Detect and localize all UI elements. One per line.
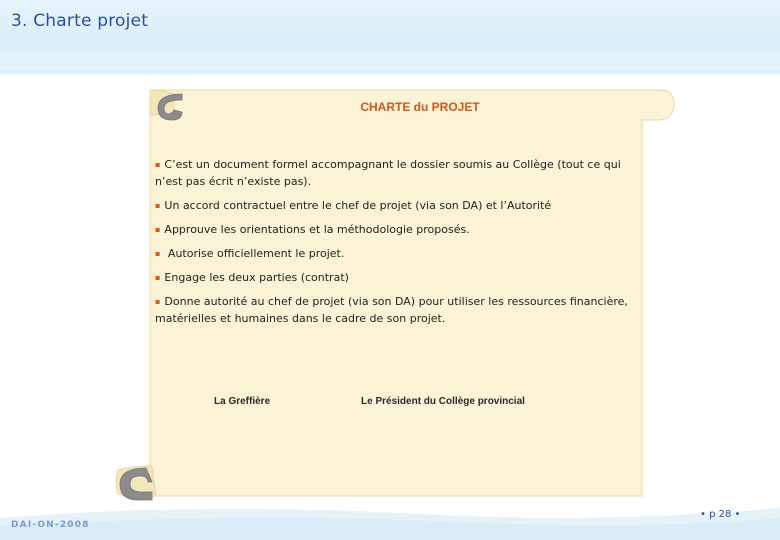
paragraph-text: Un accord contractuel entre le chef de projet (via son DA) et l’Autorité bbox=[164, 199, 552, 212]
charter-paragraph bbox=[155, 221, 635, 238]
square-bullet-icon: ▪ bbox=[155, 249, 161, 258]
square-bullet-icon: ▪ bbox=[155, 225, 161, 234]
paragraph-text: C’est un document formel accompagnant le dossier soumis au Collège (tout ce qui n’est pas écrit n’existe pas). bbox=[155, 158, 621, 188]
slide-title: 3. Charte projet bbox=[11, 11, 149, 31]
square-bullet-icon: ▪ bbox=[155, 297, 161, 306]
charter-paragraph bbox=[155, 293, 635, 327]
charter-title: CHARTE du PROJET bbox=[360, 100, 480, 114]
page-number: • p 28 • bbox=[700, 509, 741, 520]
square-bullet-icon: ▪ bbox=[155, 273, 161, 282]
paragraph-text: Autorise officiellement le projet. bbox=[164, 247, 345, 260]
signature-president: Le Président du Collège provincial bbox=[361, 396, 525, 407]
footer-label: DAI-ON-2008 bbox=[11, 520, 90, 530]
square-bullet-icon: ▪ bbox=[155, 201, 161, 210]
charter-paragraph bbox=[155, 156, 635, 190]
charter-paragraph bbox=[155, 269, 635, 286]
paragraph-text: Donne autorité au chef de projet (via son DA) pour utiliser les ressources financière, matérielles et humaines dans le cadre de son projet. bbox=[155, 295, 628, 325]
charter-paragraph bbox=[155, 245, 635, 262]
footer-wave bbox=[0, 500, 780, 540]
paragraph-text: Engage les deux parties (contrat) bbox=[164, 271, 349, 284]
signature-clerk: La Greffière bbox=[214, 396, 271, 407]
square-bullet-icon: ▪ bbox=[155, 160, 161, 169]
charter-body bbox=[155, 156, 635, 334]
charter-paragraph bbox=[155, 197, 635, 214]
paragraph-text: Approuve les orientations et la méthodologie proposés. bbox=[164, 223, 470, 236]
